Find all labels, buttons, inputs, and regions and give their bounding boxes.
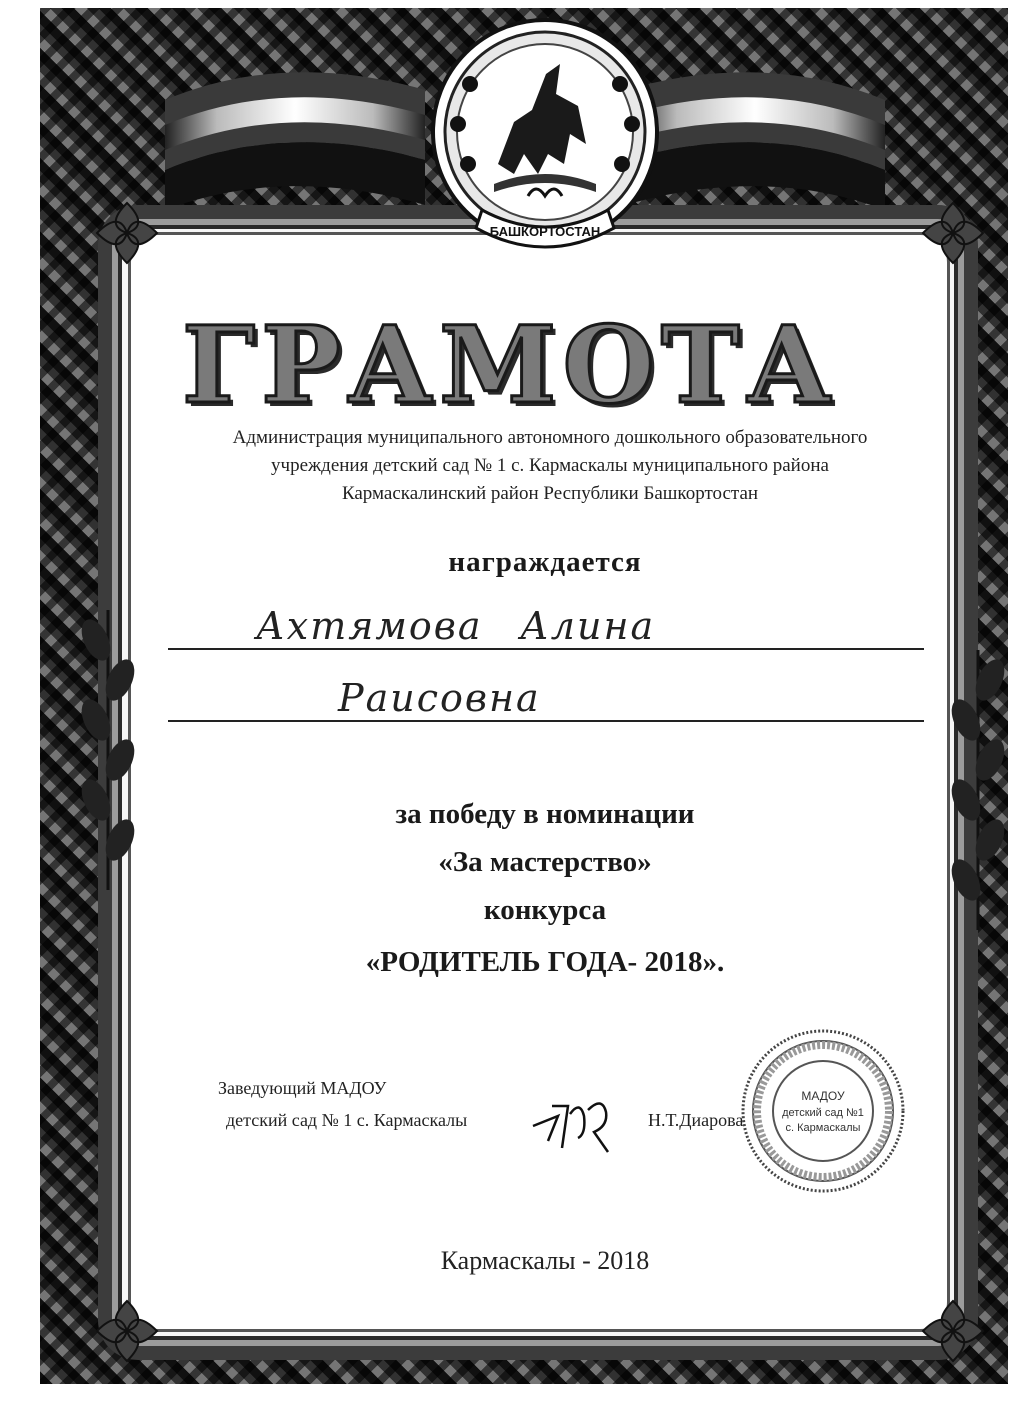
place-and-year: Кармаскалы - 2018	[440, 1246, 650, 1275]
contest-label: конкурса	[483, 894, 607, 926]
issuing-institution	[190, 424, 910, 508]
stamp-line: МАДОУ	[801, 1089, 845, 1103]
recipient-surname: Ахтямова	[256, 604, 483, 648]
institution-line: Кармаскалинский район Республики Башкортостан	[341, 483, 759, 504]
corner-ornament-icon	[918, 198, 988, 268]
nomination-name: «За мастерство»	[438, 846, 652, 878]
document-title: ГРАМОТА	[181, 302, 839, 427]
signer-position: Заведующий МАДОУ	[218, 1078, 387, 1098]
recipient-first-name: Алина	[520, 604, 656, 648]
corner-ornament-icon	[92, 198, 162, 268]
award-reason-line: за победу в номинации	[395, 798, 695, 830]
handwritten-signature	[528, 1086, 618, 1156]
contest-name: «РОДИТЕЛЬ ГОДА- 2018».	[365, 946, 725, 978]
name-underline	[168, 720, 924, 722]
emblem-label: БАШКОРТОСТАН	[489, 224, 601, 239]
corner-ornament-icon	[92, 1296, 162, 1366]
stamp-line: детский сад №1	[782, 1107, 864, 1119]
stamp-line: с. Кармаскалы	[785, 1122, 861, 1134]
signer-organization: детский сад № 1 с. Кармаскалы	[226, 1110, 468, 1130]
name-underline	[168, 648, 924, 650]
recipient-patronymic: Раисовна	[338, 676, 541, 720]
official-stamp	[738, 1026, 908, 1196]
institution-line: Администрация муниципального автономного дошкольного образовательного	[232, 427, 868, 448]
corner-ornament-icon	[918, 1296, 988, 1366]
signer-name: Н.Т.Диарова	[648, 1110, 744, 1130]
institution-line: учреждения детский сад № 1 с. Кармаскалы муниципального района	[271, 455, 829, 476]
coat-of-arms-emblem	[428, 14, 662, 266]
awarded-label: награждается	[448, 546, 642, 578]
